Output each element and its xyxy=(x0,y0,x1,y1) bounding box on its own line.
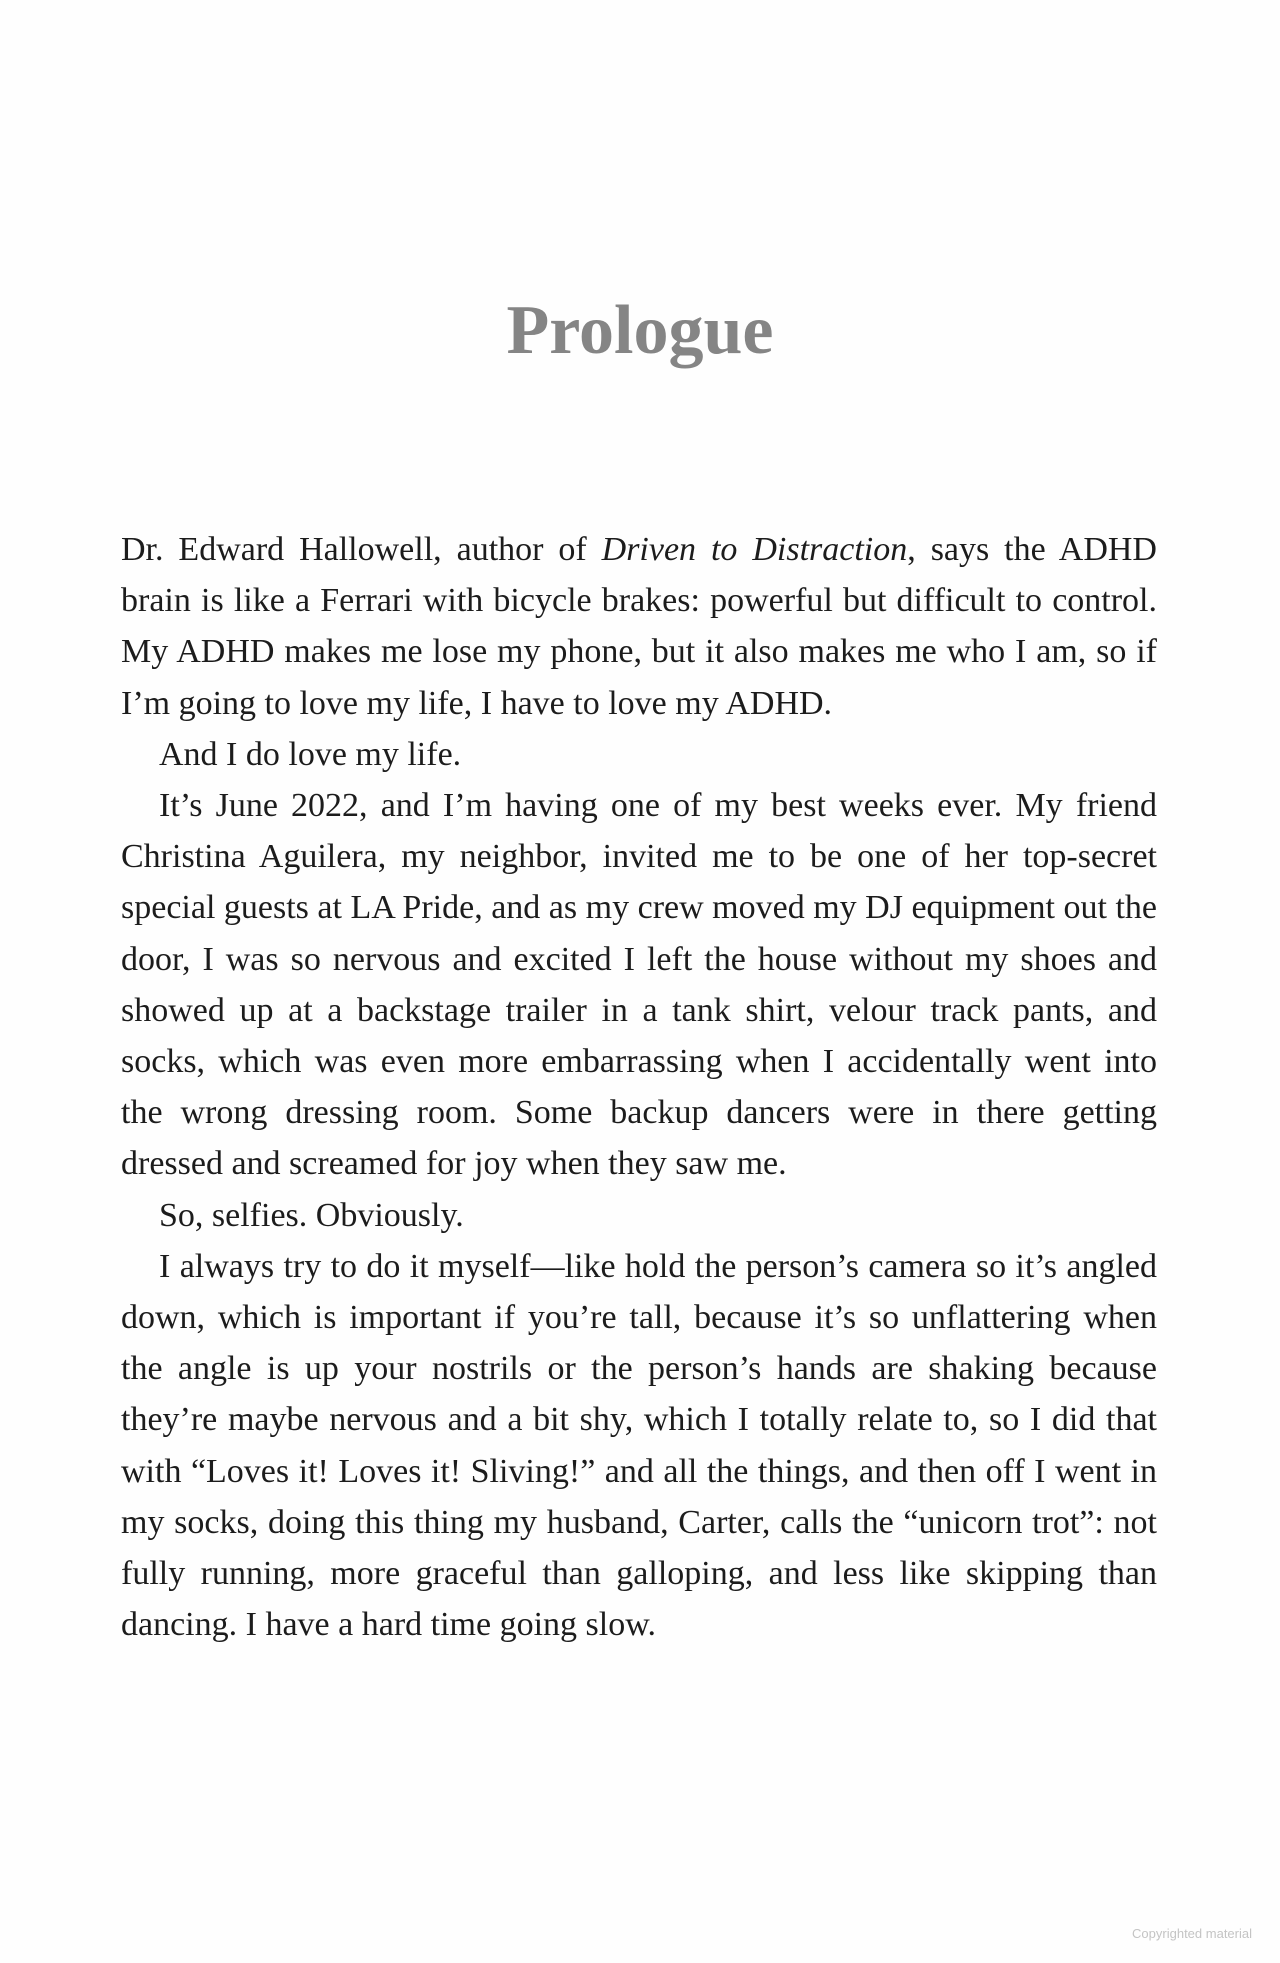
paragraph-2: And I do love my life. xyxy=(159,735,462,773)
paragraph-4: So, selfies. Obviously. xyxy=(159,1196,464,1234)
paragraph-1 xyxy=(121,524,1157,729)
paragraph-5: I always try to do it myself—like hold the person’s camera so it’s angled down, which is important if you’re tall, because it’s so unflattering when the angle is up your nostrils or the person’s hands are shaking because they’re maybe nervous and a bit shy, which I totally relate to, so I did that with “Loves it! Loves it! Sliving!” and all the things, and then off I went in my socks, doing this thing my husband, Carter, calls the “unicorn trot”: not fully running, more graceful than galloping, and less like skipping than dancing. I have a hard time going slow. xyxy=(121,1247,1157,1644)
paragraph-1-before: Dr. Edward Hallowell, author of xyxy=(121,531,602,568)
copyright-watermark: Copyrighted material xyxy=(1132,1926,1252,1941)
chapter-title: Prologue xyxy=(506,292,774,369)
paragraph-3: It’s June 2022, and I’m having one of my best weeks ever. My friend Christina Aguilera, my neighbor, invited me to be one of her top-secret special guests at LA Pride, and as my crew moved my DJ equipment out the door, I was so nervous and excited I left the house without my shoes and showed up at a backstage trailer in a tank shirt, velour track pants, and socks, which was even more embarrassing when I accidentally went into the wrong dressing room. Some backup dancers were in there getting dressed and screamed for joy when they saw me. xyxy=(121,787,1157,1183)
paragraph-1-after: , says the ADHD brain is like a Ferrari with bicycle brakes: powerful but difficult to control. My ADHD makes me lose my phone, but it also makes me who I am, so if I’m going to love my life, I have to love my ADHD. xyxy=(121,531,1157,722)
body-text xyxy=(121,524,1157,1650)
book-title-reference: Driven to Distraction xyxy=(601,531,908,568)
